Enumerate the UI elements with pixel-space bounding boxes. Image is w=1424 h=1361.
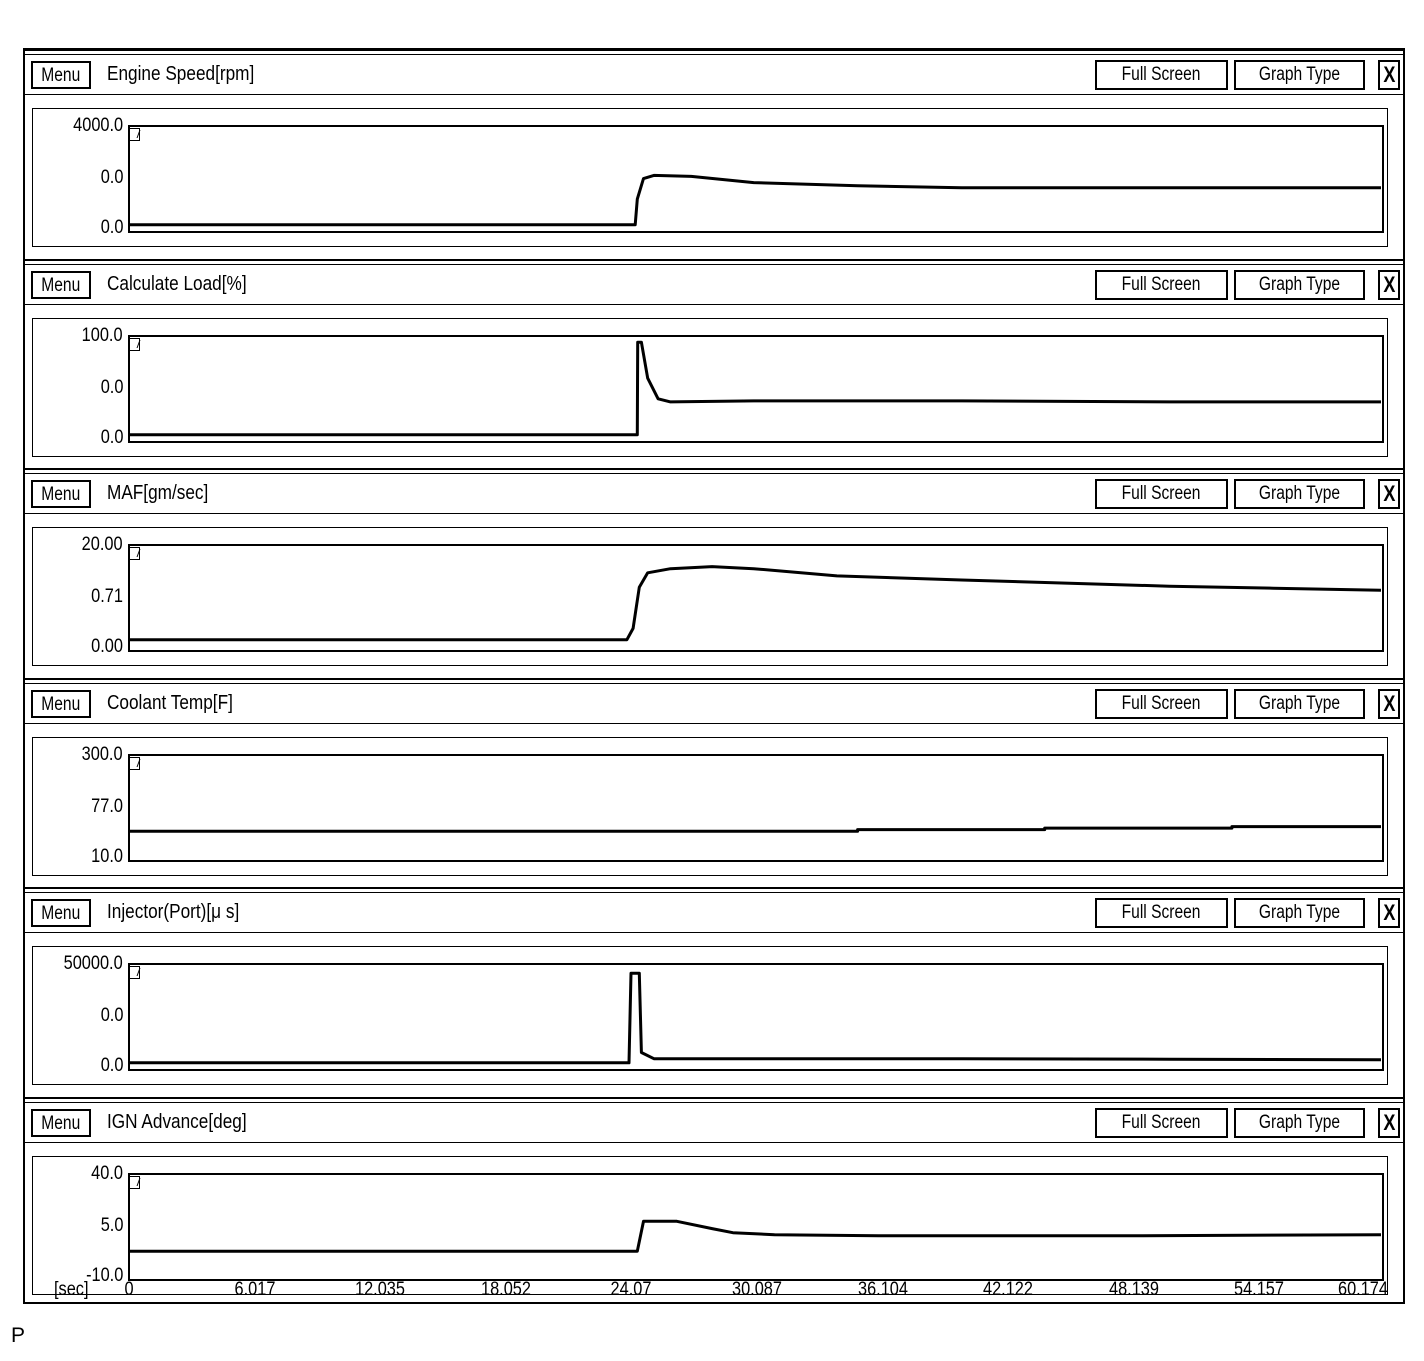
panel-title: Engine Speed[rpm] [107, 63, 255, 85]
full-screen-button-label: Full Screen [1122, 483, 1201, 504]
series-line [130, 827, 1381, 832]
series-line [130, 175, 1381, 224]
close-icon: X [1382, 272, 1396, 297]
graph-type-button[interactable] [1234, 60, 1365, 90]
graph-type-button-label: Graph Type [1258, 274, 1341, 295]
y-axis-mid-label: 0.0 [100, 377, 123, 398]
menu-button-label: Menu [41, 694, 81, 715]
graph-panel-injector-port [23, 887, 1405, 1097]
series-line [130, 973, 1381, 1063]
close-button[interactable] [1378, 898, 1400, 928]
cursor-marker-icon[interactable] [129, 128, 140, 141]
graph-type-button[interactable] [1234, 689, 1365, 719]
panel-header [23, 887, 1405, 933]
y-axis-mid-label: 0.0 [100, 1005, 123, 1026]
time-axis [23, 1276, 1405, 1304]
series-line-chart [130, 127, 1381, 230]
menu-button[interactable] [31, 480, 91, 508]
cursor-marker-icon[interactable] [129, 1176, 140, 1189]
full-screen-button-label: Full Screen [1122, 693, 1201, 714]
series-line-chart [130, 1175, 1381, 1278]
graph-panel-calculate-load [23, 259, 1405, 469]
menu-button[interactable] [31, 690, 91, 718]
graph-type-button-label: Graph Type [1258, 693, 1341, 714]
graph-panel-engine-speed [23, 49, 1405, 259]
time-axis-unit: [sec] [54, 1279, 89, 1300]
graph-type-button[interactable] [1234, 1108, 1365, 1138]
series-line-chart [130, 337, 1381, 440]
series-line [130, 1221, 1381, 1251]
series-line [130, 567, 1381, 640]
graph-panel-maf [23, 468, 1405, 678]
graph-type-button-label: Graph Type [1258, 902, 1341, 923]
series-line-chart [130, 546, 1381, 649]
time-tick-label: 30.087 [732, 1279, 782, 1300]
cursor-marker-icon[interactable] [129, 757, 140, 770]
panel-title: Coolant Temp[F] [107, 692, 233, 714]
menu-button[interactable] [31, 271, 91, 299]
menu-button-label: Menu [41, 275, 81, 296]
y-axis-mid-label: 0.71 [91, 586, 123, 607]
full-screen-button-label: Full Screen [1122, 64, 1201, 85]
graph-type-button[interactable] [1234, 898, 1365, 928]
y-axis-max-label: 4000.0 [73, 115, 123, 136]
y-axis-min-label: 0.0 [100, 217, 123, 238]
series-line-chart [130, 756, 1381, 859]
close-button[interactable] [1378, 270, 1400, 300]
cursor-marker-icon[interactable] [129, 338, 140, 351]
time-tick-label: 60.174 [1338, 1279, 1388, 1300]
close-icon: X [1382, 62, 1396, 87]
close-button[interactable] [1378, 60, 1400, 90]
plot-area[interactable] [128, 544, 1384, 652]
y-axis-max-label: 50000.0 [63, 953, 123, 974]
menu-button-label: Menu [41, 1113, 81, 1134]
full-screen-button-label: Full Screen [1122, 902, 1201, 923]
y-axis-min-label: -10.0 [85, 1265, 123, 1286]
cursor-marker-icon[interactable] [129, 966, 140, 979]
y-axis-min-label: 0.0 [100, 1055, 123, 1076]
graph-type-button-label: Graph Type [1258, 1112, 1341, 1133]
full-screen-button[interactable] [1095, 479, 1228, 509]
full-screen-button[interactable] [1095, 1108, 1228, 1138]
time-tick-label: 24.07 [610, 1279, 652, 1300]
graph-panel-coolant-temp [23, 678, 1405, 888]
time-tick-label: 48.139 [1108, 1279, 1159, 1300]
y-axis-mid-label: 77.0 [91, 796, 123, 817]
y-axis-min-label: 0.00 [91, 636, 123, 657]
panel-title: MAF[gm/sec] [107, 482, 209, 504]
y-axis-max-label: 100.0 [82, 325, 123, 346]
panel-title: IGN Advance[deg] [107, 1111, 247, 1133]
series-line-chart [130, 965, 1381, 1068]
full-screen-button[interactable] [1095, 689, 1228, 719]
full-screen-button[interactable] [1095, 270, 1228, 300]
full-screen-button[interactable] [1095, 60, 1228, 90]
plot-area[interactable] [128, 335, 1384, 443]
menu-button[interactable] [31, 1109, 91, 1137]
panel-header [23, 49, 1405, 95]
y-axis-max-label: 300.0 [82, 744, 123, 765]
panel-title: Injector(Port)[μ s] [107, 901, 240, 923]
close-icon: X [1382, 691, 1396, 716]
cursor-marker-icon[interactable] [129, 547, 140, 560]
full-screen-button-label: Full Screen [1122, 1112, 1201, 1133]
y-axis-mid-label: 5.0 [100, 1215, 123, 1236]
close-button[interactable] [1378, 689, 1400, 719]
time-tick-label: 42.122 [983, 1279, 1034, 1300]
close-icon: X [1382, 481, 1396, 506]
close-button[interactable] [1378, 479, 1400, 509]
time-tick-label: 6.017 [234, 1279, 276, 1300]
footer-letter: P [11, 1324, 26, 1347]
close-icon: X [1382, 900, 1396, 925]
graph-type-button-label: Graph Type [1258, 483, 1341, 504]
menu-button[interactable] [31, 61, 91, 89]
plot-area[interactable] [128, 1173, 1384, 1281]
graph-type-button-label: Graph Type [1258, 64, 1341, 85]
y-axis-min-label: 0.0 [100, 427, 123, 448]
y-axis-min-label: 10.0 [91, 846, 123, 867]
panel-header [23, 468, 1405, 514]
y-axis-max-label: 20.00 [82, 534, 123, 555]
close-button[interactable] [1378, 1108, 1400, 1138]
time-tick-label: 12.035 [355, 1279, 406, 1300]
time-tick-label: 54.157 [1234, 1279, 1285, 1300]
plot-area[interactable] [128, 754, 1384, 862]
menu-button[interactable] [31, 899, 91, 927]
series-line [130, 342, 1381, 435]
menu-button-label: Menu [41, 484, 81, 505]
plot-area[interactable] [128, 963, 1384, 1071]
menu-button-label: Menu [41, 903, 81, 924]
panel-header [23, 259, 1405, 305]
panel-title: Calculate Load[%] [107, 273, 247, 295]
graph-type-button[interactable] [1234, 479, 1365, 509]
panel-header [23, 678, 1405, 724]
graph-type-button[interactable] [1234, 270, 1365, 300]
time-tick-label: 0 [124, 1279, 134, 1300]
time-tick-label: 18.052 [480, 1279, 531, 1300]
y-axis-max-label: 40.0 [91, 1163, 123, 1184]
plot-area[interactable] [128, 125, 1384, 233]
y-axis-mid-label: 0.0 [100, 167, 123, 188]
menu-button-label: Menu [41, 65, 81, 86]
close-icon: X [1382, 1110, 1396, 1135]
full-screen-button-label: Full Screen [1122, 274, 1201, 295]
time-tick-label: 36.104 [857, 1279, 908, 1300]
full-screen-button[interactable] [1095, 898, 1228, 928]
panel-header [23, 1097, 1405, 1143]
